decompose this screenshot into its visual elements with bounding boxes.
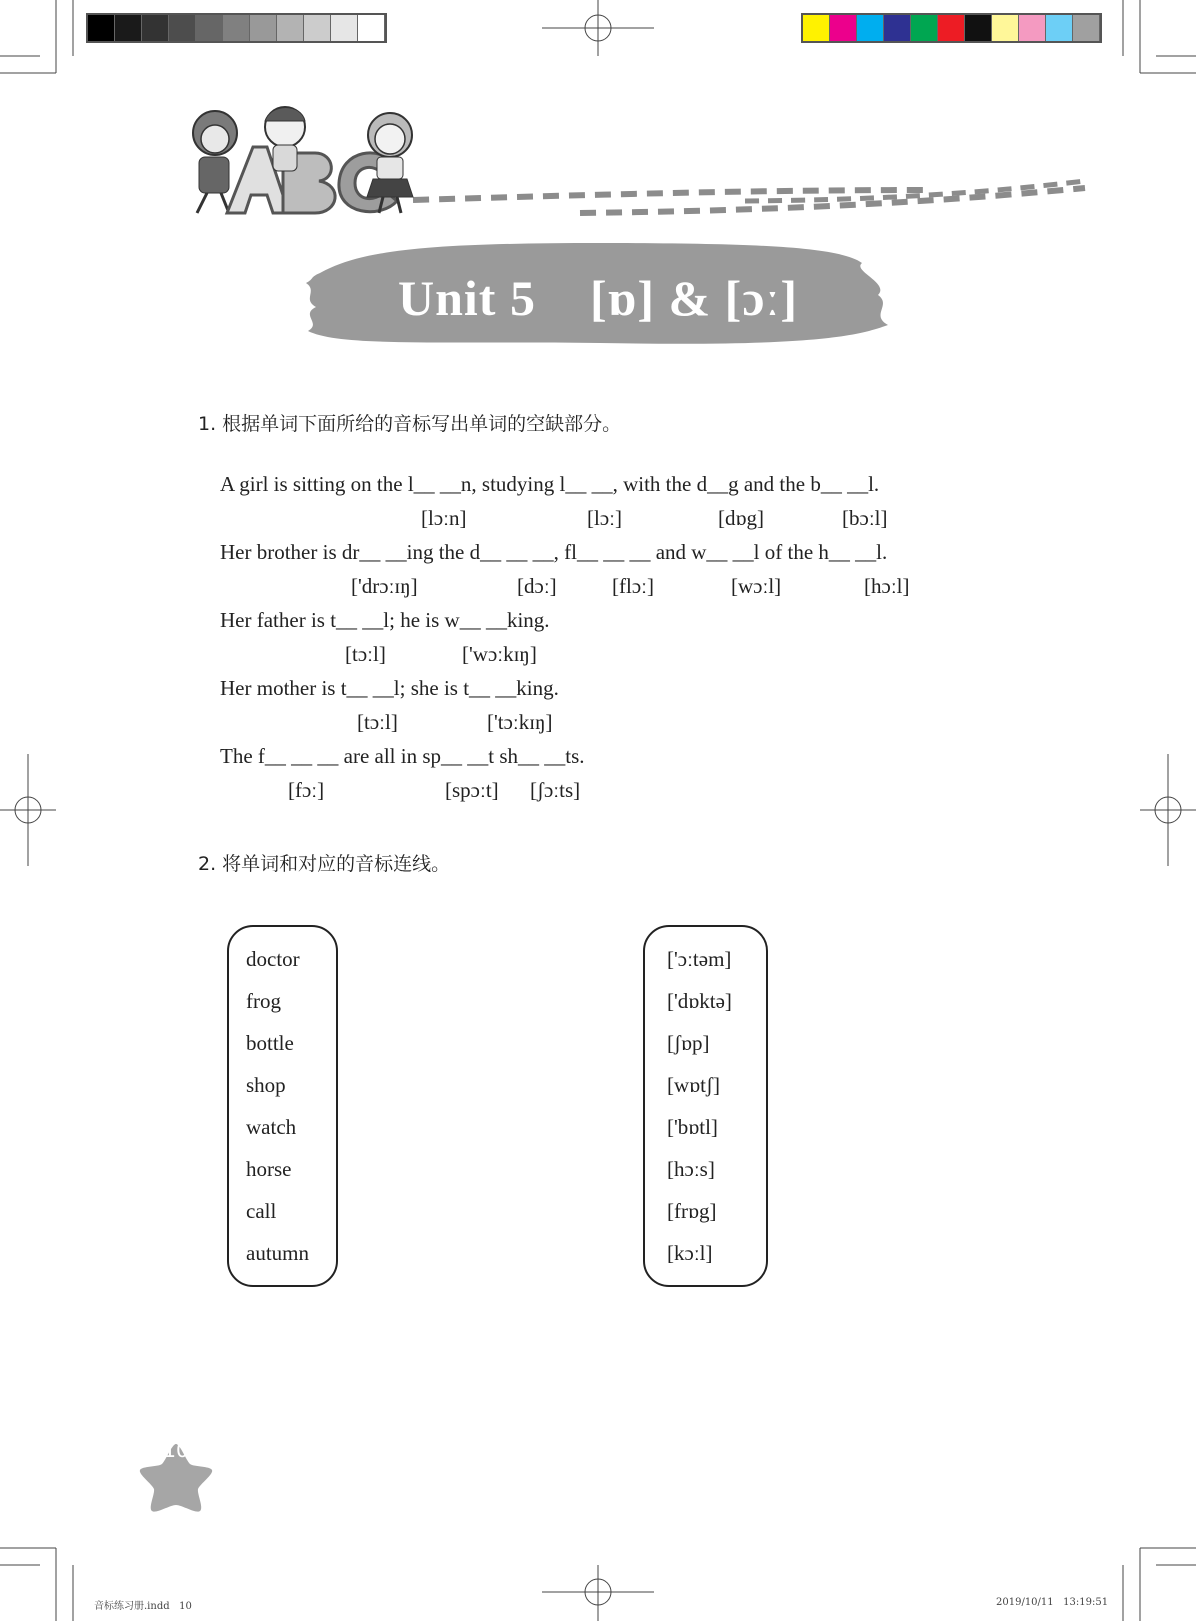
color-swatch [331, 15, 358, 41]
color-swatch [1073, 15, 1100, 41]
phonetic-item[interactable]: [frɒg] [667, 1199, 717, 1223]
ipa-four: [fɔː] [288, 778, 325, 802]
ipa-ball: [bɔːl] [842, 506, 888, 530]
color-swatch [358, 15, 385, 41]
ipa-shorts: [ʃɔːts] [530, 778, 581, 802]
color-swatch [1046, 15, 1073, 41]
exercise-line-4: Her mother is t__ __l; she is t__ __king. [220, 676, 559, 700]
phonetic-item[interactable]: [kɔːl] [667, 1241, 713, 1265]
word-item[interactable]: call [246, 1199, 277, 1223]
color-swatch [803, 15, 830, 41]
color-swatch [277, 15, 304, 41]
unit-title: Unit 5 [ɒ] & [ɔː] [397, 270, 799, 326]
phonetic-item[interactable]: ['ɔːtəm] [667, 947, 732, 971]
footer-timestamp: 2019/10/11 13:19:51 [996, 1597, 1109, 1608]
section2-heading: 2. 将单词和对应的音标连线。 [198, 853, 451, 875]
word-item[interactable]: horse [246, 1157, 292, 1181]
exercise-line-2: Her brother is dr__ __ing the d__ __ __, fl__ __ __ and w__ __l of the h__ __l. [220, 540, 888, 564]
ipa-sport: [spɔːt] [445, 778, 499, 802]
word-list-box [227, 925, 338, 1287]
color-swatch [142, 15, 169, 41]
ipa-door: [dɔː] [517, 574, 557, 598]
color-swatch [304, 15, 331, 41]
phonetic-item[interactable]: [ʃɒp] [667, 1031, 710, 1055]
ipa-law: [lɔː] [587, 506, 622, 530]
word-item[interactable]: shop [246, 1073, 286, 1097]
color-swatch [911, 15, 938, 41]
phonetic-item[interactable]: ['bɒtl] [667, 1115, 718, 1139]
section1-heading: 1. 根据单词下面所给的音标写出单词的空缺部分。 [198, 413, 622, 435]
word-item[interactable]: autumn [246, 1241, 309, 1265]
ipa-walking: ['wɔːkɪŋ] [462, 642, 537, 666]
page-number: 10 [163, 1438, 189, 1462]
phonetic-list-box [643, 925, 768, 1287]
exercise-line-3: Her father is t__ __l; he is w__ __king. [220, 608, 550, 632]
exercise-line-1: A girl is sitting on the l__ __n, studying l__ __, with the d__g and the b__ __l. [220, 472, 880, 496]
ipa-drawing: ['drɔːɪŋ] [351, 574, 418, 598]
color-swatch [169, 15, 196, 41]
word-item[interactable]: doctor [246, 947, 300, 971]
abc-letters-icon [227, 147, 397, 213]
ipa-wall: [wɔːl] [731, 574, 782, 598]
color-swatch [223, 15, 250, 41]
exercise-line-5: The f__ __ __ are all in sp__ __t sh__ __ts. [220, 744, 585, 768]
color-swatch [857, 15, 884, 41]
ipa-talking: ['tɔːkɪŋ] [487, 710, 553, 734]
color-swatch [884, 15, 911, 41]
color-swatch [115, 15, 142, 41]
ipa-tall-2: [tɔːl] [357, 710, 398, 734]
word-item[interactable]: watch [246, 1115, 297, 1139]
color-swatch [1019, 15, 1046, 41]
grayscale-color-bar [86, 13, 387, 43]
color-swatch [965, 15, 992, 41]
ipa-hall: [hɔːl] [864, 574, 910, 598]
footer-filename: 音标练习册.indd 10 [94, 1601, 192, 1612]
ipa-dog: [dɒg] [718, 506, 764, 530]
unit-title-banner [300, 243, 896, 347]
word-item[interactable]: frog [246, 989, 281, 1013]
color-swatch [250, 15, 277, 41]
color-swatch [938, 15, 965, 41]
phonetic-item[interactable]: ['dɒktə] [667, 989, 732, 1013]
ipa-tall: [tɔːl] [345, 642, 386, 666]
color-swatch [992, 15, 1019, 41]
abc-kids-illustration [185, 105, 1125, 225]
kid-left-icon [193, 111, 237, 213]
ipa-lawn: [lɔːn] [421, 506, 467, 530]
phonetic-item[interactable]: [wɒtʃ] [667, 1073, 720, 1097]
color-swatch [830, 15, 857, 41]
process-color-bar [801, 13, 1102, 43]
word-item[interactable]: bottle [246, 1031, 294, 1055]
color-swatch [196, 15, 223, 41]
ipa-floor: [flɔː] [612, 574, 654, 598]
color-swatch [88, 15, 115, 41]
phonetic-item[interactable]: [hɔːs] [667, 1157, 715, 1181]
